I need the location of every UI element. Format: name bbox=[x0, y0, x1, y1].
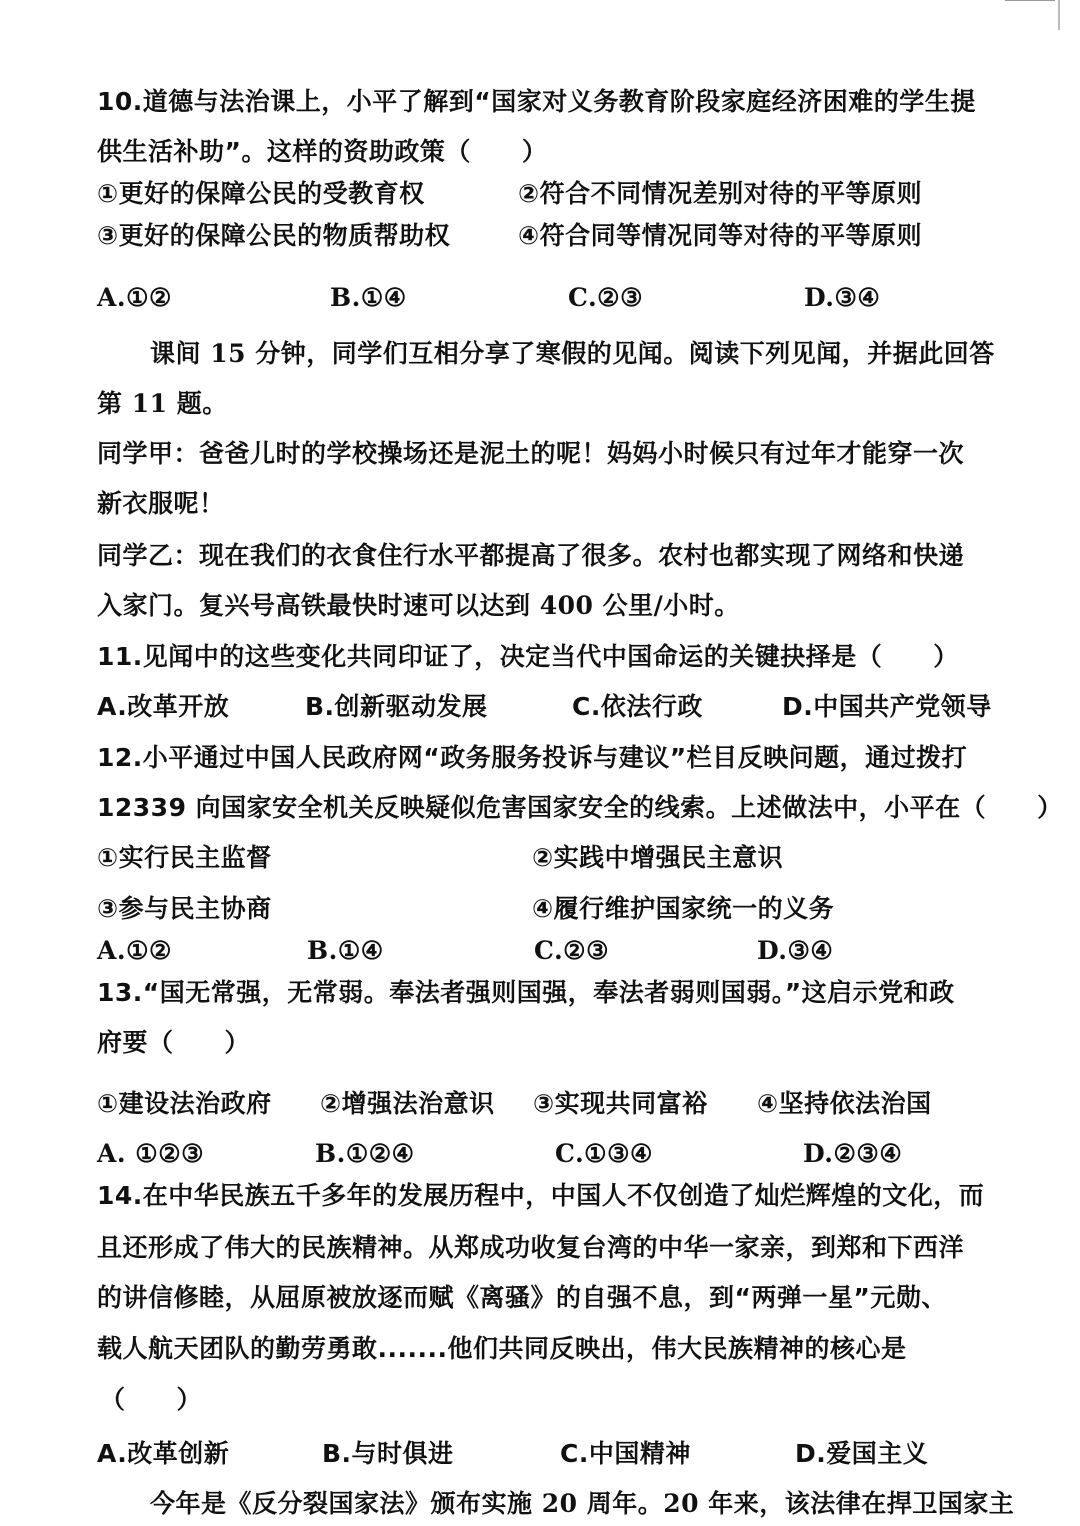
q12-choice-c: C.②③ bbox=[534, 936, 609, 965]
q10-item-4: ④符合同等情况同等对待的平等原则 bbox=[518, 221, 923, 250]
q12-item-4: ④履行维护国家统一的义务 bbox=[532, 894, 835, 923]
q13-stem-line2: 府要（ ） bbox=[97, 1028, 251, 1057]
m15-intro-line1: 今年是《反分裂国家法》颁布实施 20 周年。20 年来，该法律在捍卫国家主 bbox=[150, 1489, 1015, 1518]
q14-stem-line1: 14.在中华民族五千多年的发展历程中，中国人不仅创造了灿烂辉煌的文化，而 bbox=[97, 1181, 985, 1210]
m11-intro-line2: 第 11 题。 bbox=[97, 389, 228, 418]
q10-item-3: ③更好的保障公民的物质帮助权 bbox=[97, 221, 451, 250]
q12-stem-line1: 12.小平通过中国人民政府网“政务服务投诉与建议”栏目反映问题，通过拨打 bbox=[97, 743, 968, 772]
q13-choice-a: A. ①②③ bbox=[97, 1139, 205, 1168]
q10-choice-c: C.②③ bbox=[568, 283, 643, 312]
q12-choice-d: D.③④ bbox=[757, 936, 834, 965]
q14-answer-blank: （ ） bbox=[100, 1385, 203, 1414]
q11-stem: 11.见闻中的这些变化共同印证了，决定当代中国命运的关键抉择是（ ） bbox=[97, 642, 959, 671]
q12-item-1: ①实行民主监督 bbox=[97, 843, 272, 872]
q12-item-3: ③参与民主协商 bbox=[97, 894, 272, 923]
q12-choice-b: B.①④ bbox=[307, 936, 384, 965]
q13-choice-c: C.①③④ bbox=[555, 1139, 653, 1168]
m11-student-b-line2: 入家门。复兴号高铁最快时速可以达到 400 公里/小时。 bbox=[97, 591, 740, 620]
q10-choice-a: A.①② bbox=[97, 283, 172, 312]
m11-student-a-line2: 新衣服呢！ bbox=[97, 489, 225, 518]
m11-student-b-line1: 同学乙：现在我们的衣食住行水平都提高了很多。农村也都实现了网络和快递 bbox=[97, 541, 965, 570]
q14-choice-b: B.与时俱进 bbox=[322, 1439, 454, 1468]
q10-stem-line1: 10.道德与法治课上，小平了解到“国家对义务教育阶段家庭经济困难的学生提 bbox=[97, 87, 976, 116]
q12-item-2: ②实践中增强民主意识 bbox=[532, 843, 784, 872]
q13-item-3: ③实现共同富裕 bbox=[533, 1089, 708, 1118]
q11-choice-c: C.依法行政 bbox=[572, 692, 703, 721]
q11-choice-b: B.创新驱动发展 bbox=[305, 692, 488, 721]
q14-choice-a: A.改革创新 bbox=[97, 1439, 230, 1468]
q10-stem-line2: 供生活补助”。这样的资助政策（ ） bbox=[97, 137, 548, 166]
q10-item-1: ①更好的保障公民的受教育权 bbox=[97, 179, 425, 208]
q13-stem-line1: 13.“国无常强，无常弱。奉法者强则国强，奉法者弱则国弱。”这启示党和政 bbox=[97, 978, 955, 1007]
q14-choice-d: D.爱国主义 bbox=[795, 1439, 929, 1468]
page-edge-line bbox=[1005, 0, 1055, 1]
q14-stem-line4: 载人航天团队的勤劳勇敢.......他们共同反映出，伟大民族精神的核心是 bbox=[97, 1334, 907, 1363]
q14-stem-line2: 且还形成了伟大的民族精神。从郑成功收复台湾的中华一家亲，到郑和下西洋 bbox=[97, 1233, 965, 1262]
q13-choice-b: B.①②④ bbox=[315, 1139, 415, 1168]
q13-item-2: ②增强法治意识 bbox=[320, 1089, 495, 1118]
m11-student-a-line1: 同学甲：爸爸儿时的学校操场还是泥土的呢！妈妈小时候只有过年才能穿一次 bbox=[97, 439, 965, 468]
q13-item-4: ④坚持依法治国 bbox=[757, 1089, 932, 1118]
q14-stem-line3: 的讲信修睦，从屈原被放逐而赋《离骚》的自强不息，到“两弹一星”元勋、 bbox=[97, 1283, 947, 1312]
q10-item-2: ②符合不同情况差别对待的平等原则 bbox=[518, 179, 923, 208]
q11-choice-d: D.中国共产党领导 bbox=[782, 692, 992, 721]
page-edge-mark bbox=[1058, 0, 1060, 30]
q12-choice-a: A.①② bbox=[97, 936, 172, 965]
q13-choice-d: D.②③④ bbox=[803, 1139, 903, 1168]
q10-choice-b: B.①④ bbox=[330, 283, 407, 312]
q14-choice-c: C.中国精神 bbox=[560, 1439, 691, 1468]
q12-stem-line2: 12339 向国家安全机关反映疑似危害国家安全的线索。上述做法中，小平在（ ） bbox=[97, 793, 1063, 822]
q13-item-1: ①建设法治政府 bbox=[97, 1089, 272, 1118]
q10-choice-d: D.③④ bbox=[804, 283, 881, 312]
q11-choice-a: A.改革开放 bbox=[97, 692, 230, 721]
m11-intro-line1: 课间 15 分钟，同学们互相分享了寒假的见闻。阅读下列见闻，并据此回答 bbox=[150, 339, 995, 368]
